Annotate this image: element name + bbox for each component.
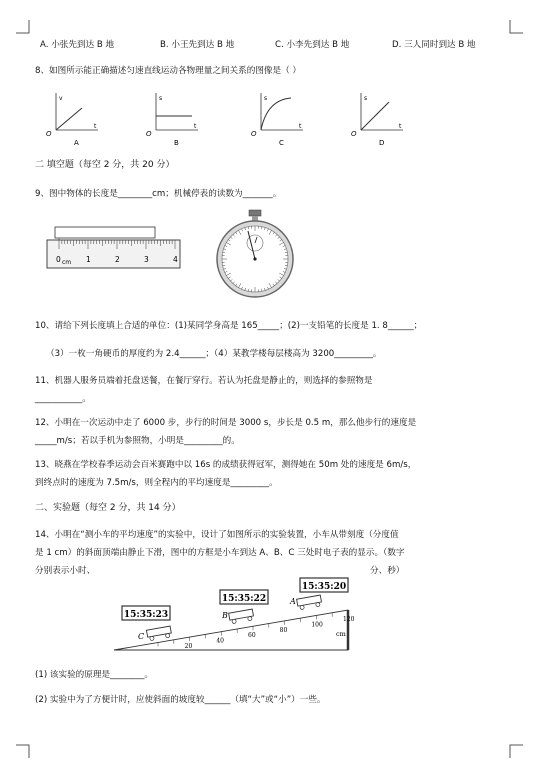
q9-question: 9、图中物体的长度是________cm；机械停表的读数为_______。 bbox=[35, 189, 282, 199]
incline-figure bbox=[108, 576, 356, 654]
q8-graphs bbox=[40, 88, 420, 150]
graph-d-letter: D bbox=[379, 139, 385, 147]
incline-unit: cm bbox=[336, 630, 346, 638]
incline-scale-label: 40 bbox=[216, 637, 224, 645]
crop-mark-top-left bbox=[16, 20, 30, 34]
incline-scale-label: 100 bbox=[311, 621, 323, 629]
crop-mark-bottom-left bbox=[16, 744, 30, 758]
graph-a-ylabel: v bbox=[59, 95, 63, 102]
q8-question: 8、如图所示能正确描述匀速直线运动各物理量之间关系的图像是（ ） bbox=[35, 66, 302, 76]
q14-sub1: (1) 该实验的原理是________。 bbox=[35, 670, 154, 680]
svg-text:O: O bbox=[251, 130, 257, 138]
graph-b-ylabel: s bbox=[159, 95, 163, 102]
point-b-label: B bbox=[222, 611, 228, 620]
ruler-figure bbox=[45, 225, 185, 273]
q10-line2: （3）一枚一角硬币的厚度约为 2.4______；（4）某教学楼每层楼高为 3200_________。 bbox=[46, 349, 382, 359]
graph-b bbox=[146, 93, 198, 147]
ruler-unit-label: cm bbox=[62, 259, 72, 266]
graph-a bbox=[46, 93, 98, 147]
q7-option-b: B. 小王先到达 B 地 bbox=[160, 40, 235, 50]
svg-text:O: O bbox=[146, 130, 152, 138]
crop-mark-bottom-right bbox=[509, 744, 523, 758]
graph-c-ylabel: s bbox=[264, 95, 268, 102]
point-a-label: A bbox=[290, 597, 296, 606]
graph-b-xlabel: t bbox=[194, 123, 197, 130]
ruler-tick-label: 2 bbox=[115, 255, 120, 264]
q12-line2: _____m/s；若以手机为参照物，小明是_________的。 bbox=[35, 436, 240, 446]
q11-line2: ___________。 bbox=[35, 394, 91, 404]
q13-line2: 到终点时的速度为 7.5m/s，则全程内的平均速度是_________。 bbox=[35, 478, 278, 488]
graph-a-letter: A bbox=[74, 139, 79, 147]
ruler-tick-label: 1 bbox=[86, 255, 91, 264]
q14-sub2: (2) 实验中为了方便计时，应使斜面的坡度较______（填“大”或“小”）一些。 bbox=[35, 695, 326, 705]
q13-line1: 13、晓燕在学校春季运动会百米赛跑中以 16s 的成绩获得冠军，测得她在 50m 处的速度是 6m/s， bbox=[35, 460, 417, 470]
graph-b-letter: B bbox=[174, 139, 179, 147]
q7-option-c: C. 小李先到达 B 地 bbox=[275, 40, 350, 50]
graph-c bbox=[251, 93, 303, 147]
clock-a-time: 15:35:20 bbox=[301, 582, 347, 592]
section-experiment-title: 二、实验题（每空 2 分，共 14 分） bbox=[35, 503, 181, 513]
clock-c-time: 15:35:23 bbox=[123, 610, 169, 620]
graph-d-xlabel: t bbox=[399, 123, 402, 130]
graph-d-ylabel: s bbox=[364, 95, 368, 102]
svg-text:O: O bbox=[46, 130, 52, 138]
graph-d bbox=[351, 93, 403, 147]
q7-option-d: D. 三人同时到达 B 地 bbox=[392, 40, 476, 50]
graph-a-xlabel: t bbox=[94, 123, 97, 130]
q14-line2: 是 1 cm）的斜面顶端由静止下滑，图中的方框是小车到达 A、B、C 三处时电子表的显示。（数字 bbox=[35, 548, 405, 558]
graph-c-letter: C bbox=[279, 139, 284, 147]
q7-option-a: A. 小张先到达 B 地 bbox=[40, 40, 115, 50]
graph-c-xlabel: t bbox=[299, 123, 302, 130]
q14-line3-start: 分别表示小时、 bbox=[35, 566, 96, 576]
point-c-label: C bbox=[138, 632, 145, 641]
ruler-tick-label: 0 bbox=[56, 255, 61, 264]
q14-line1: 14、小明在“测小车的平均速度”的实验中，设计了如图所示的实验装置，小车从带刻度（分度值 bbox=[35, 530, 399, 540]
incline-scale-label: 120 bbox=[343, 616, 355, 623]
clock-b-time: 15:35:22 bbox=[221, 594, 267, 604]
section-fill-in-title: 二 填空题（每空 2 分，共 20 分） bbox=[35, 160, 175, 170]
ruler-tick-label: 4 bbox=[173, 255, 178, 264]
incline-scale-label: 20 bbox=[184, 643, 193, 651]
q14-line3-end: 分、秒） bbox=[370, 566, 405, 576]
stopwatch-figure bbox=[212, 209, 297, 299]
ruler-tick-label: 3 bbox=[144, 255, 149, 264]
incline-scale-label: 60 bbox=[248, 632, 256, 640]
q11-line1: 11、机器人服务员端着托盘送餐，在餐厅穿行。若认为托盘是静止的，则选择的参照物是 bbox=[35, 376, 373, 386]
incline-scale-label: 80 bbox=[279, 626, 288, 634]
q12-line1: 12、小明在一次运动中走了 6000 步，步行的时间是 3000 s，步长是 0.5 m，那么他步行的速度是 bbox=[35, 418, 417, 428]
q10-line1: 10、请给下列长度填上合适的单位：(1)某同学身高是 165_____；(2)一支铅笔的长度是 1. 8______； bbox=[35, 321, 423, 331]
svg-text:O: O bbox=[351, 130, 357, 138]
crop-mark-top-right bbox=[509, 20, 523, 34]
